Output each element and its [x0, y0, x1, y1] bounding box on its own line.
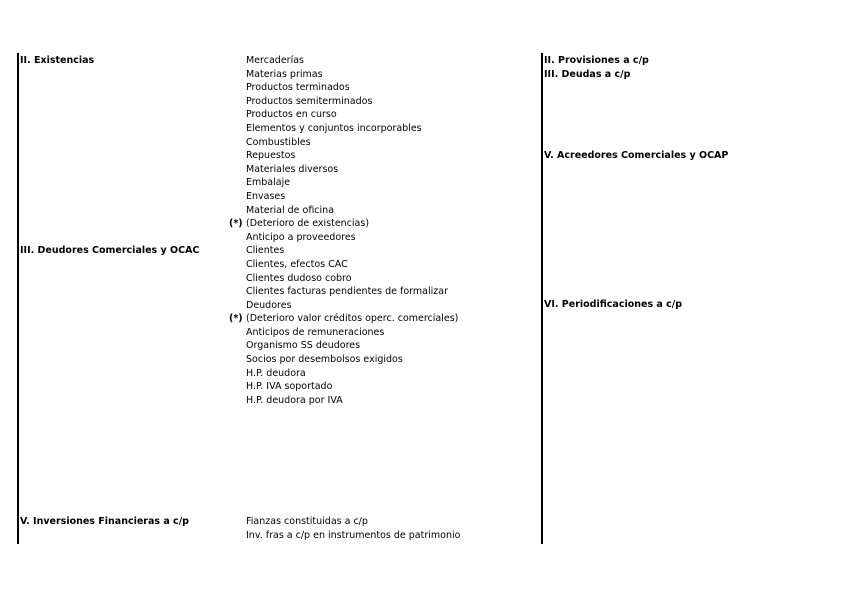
section-deudores: III. Deudores Comerciales y OCAC — [20, 245, 200, 256]
item-label: Clientes — [246, 245, 285, 257]
item-label: Organismo SS deudores — [246, 340, 361, 352]
item-label: Materiales diversos — [246, 163, 339, 175]
item-label: Elementos y conjuntos incorporables — [246, 122, 422, 134]
section-provisiones: II. Provisiones a c/p — [544, 55, 649, 66]
list-item — [229, 312, 459, 326]
list-item — [246, 190, 458, 204]
item-label: Materias primas — [246, 68, 323, 80]
list-item — [246, 339, 458, 353]
item-label: Material de oficina — [246, 204, 335, 216]
list-item — [246, 244, 458, 258]
list-item — [246, 299, 458, 313]
item-label: (Deterioro de existencias) — [246, 218, 370, 230]
list-item — [246, 176, 458, 190]
item-label: H.P. deudora por IVA — [246, 394, 343, 406]
item-label: Anticipo a proveedores — [246, 231, 356, 243]
item-label: Clientes dudoso cobro — [246, 272, 352, 284]
list-item — [229, 217, 458, 231]
item-label: Productos semiterminados — [246, 95, 373, 107]
left-border-line — [17, 53, 19, 544]
list-item — [246, 68, 458, 82]
item-label: H.P. deudora — [246, 367, 306, 379]
item-label: H.P. IVA soportado — [246, 381, 333, 393]
list-item — [246, 231, 458, 245]
item-label: Clientes, efectos CAC — [246, 258, 348, 270]
list-item — [246, 272, 458, 286]
section-deudas: III. Deudas a c/p — [544, 69, 631, 80]
section-periodificaciones: VI. Periodificaciones a c/p — [544, 299, 683, 310]
list-item — [246, 95, 458, 109]
section-inversiones: V. Inversiones Financieras a c/p — [20, 516, 189, 527]
inversiones-items-list — [246, 515, 460, 543]
section-acreedores: V. Acreedores Comerciales y OCAP — [544, 150, 729, 161]
list-item — [246, 81, 458, 95]
list-item — [246, 367, 458, 381]
item-label: Combustibles — [246, 136, 311, 148]
list-item — [246, 326, 458, 340]
item-label: Envases — [246, 190, 286, 202]
list-item — [246, 380, 458, 394]
account-items-list — [229, 54, 459, 407]
list-item — [246, 108, 458, 122]
list-item — [246, 149, 458, 163]
section-existencias: II. Existencias — [20, 55, 95, 66]
item-label: Deudores — [246, 299, 292, 311]
list-item: Fianzas constituidas a c/p — [246, 516, 368, 527]
item-label: Mercaderías — [246, 55, 304, 66]
item-label: Embalaje — [246, 177, 291, 189]
list-item — [246, 163, 458, 177]
list-item — [246, 394, 458, 408]
item-label: Socios por desembolsos exigidos — [246, 354, 403, 366]
asterisk-mark: (*) — [229, 218, 243, 230]
list-item — [246, 136, 458, 150]
list-item: Inv. fras a c/p en instrumentos de patrimonio — [246, 530, 461, 542]
item-label: Clientes facturas pendientes de formalizar — [246, 286, 448, 298]
list-item — [246, 122, 458, 136]
list-item — [246, 353, 458, 367]
asterisk-mark: (*) — [229, 313, 243, 325]
item-label: (Deterioro valor créditos operc. comerciales) — [246, 313, 459, 325]
item-label: Repuestos — [246, 150, 296, 162]
right-border-line — [541, 53, 543, 544]
list-item — [246, 285, 458, 299]
list-item — [246, 54, 458, 68]
item-label: Productos en curso — [246, 109, 337, 121]
list-item — [246, 258, 458, 272]
list-item — [246, 204, 458, 218]
item-label: Anticipos de remuneraciones — [246, 326, 385, 338]
item-label: Productos terminados — [246, 82, 350, 94]
